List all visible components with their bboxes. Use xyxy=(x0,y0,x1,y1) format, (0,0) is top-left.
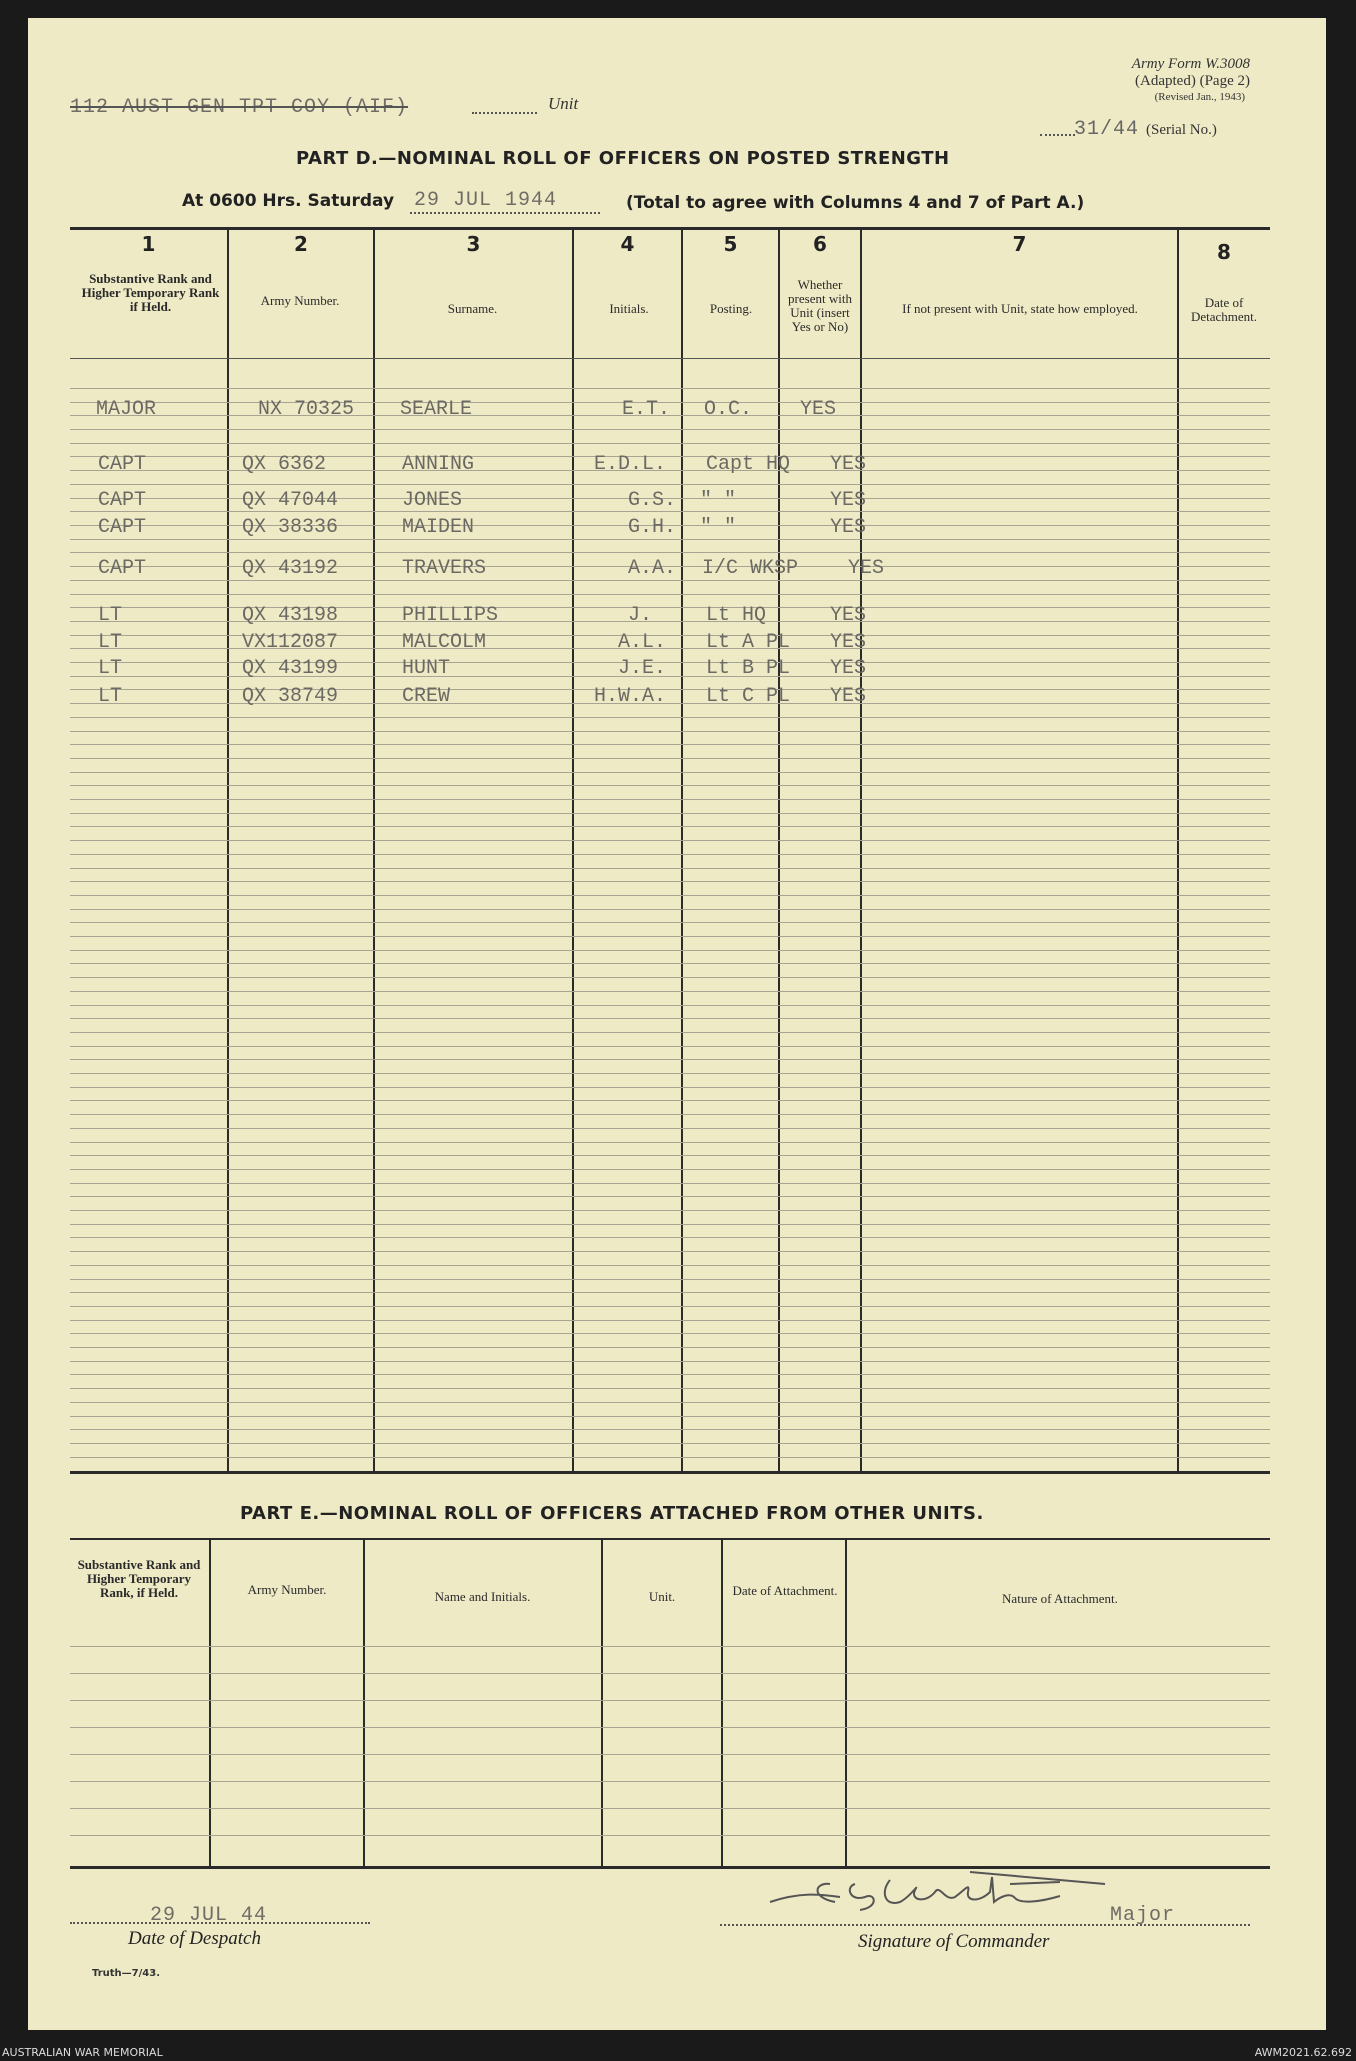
ruled-line xyxy=(70,1808,1270,1809)
despatch-date: 29 JUL 44 xyxy=(150,1904,268,1927)
unit-label: Unit xyxy=(548,94,579,113)
ruled-line xyxy=(70,1018,1270,1019)
cell-army-number: NX 70325 xyxy=(258,398,355,421)
cell-surname: JONES xyxy=(402,489,463,512)
cell-initials: A.L. xyxy=(618,631,667,654)
e-header-army-number: Army Number. xyxy=(247,1582,327,1597)
e-col-divider-5 xyxy=(845,1540,847,1868)
col-num-3: 3 xyxy=(466,232,481,256)
cell-present: YES xyxy=(830,604,867,627)
cell-surname: TRAVERS xyxy=(402,557,487,580)
ruled-line xyxy=(70,936,1270,937)
cell-army-number: QX 6362 xyxy=(242,453,327,476)
cell-surname: ANNING xyxy=(402,453,475,476)
form-paper xyxy=(28,18,1326,2030)
ruled-line xyxy=(70,1128,1270,1129)
cell-initials: A.A. xyxy=(628,557,677,580)
ruled-line xyxy=(70,1429,1270,1430)
cell-rank: CAPT xyxy=(98,516,147,539)
ruled-line xyxy=(70,717,1270,718)
col-divider-5 xyxy=(778,230,780,1471)
cell-rank: CAPT xyxy=(98,453,147,476)
ruled-line xyxy=(70,731,1270,732)
ruled-line xyxy=(70,1333,1270,1334)
ruled-line xyxy=(70,1402,1270,1403)
ruled-line xyxy=(70,1754,1270,1755)
ruled-line xyxy=(70,1443,1270,1444)
ruled-line xyxy=(70,443,1270,444)
col-header-initials: Initials. xyxy=(609,301,649,316)
e-col-divider-2 xyxy=(363,1540,365,1868)
ruled-line xyxy=(70,772,1270,773)
form-revised: (Revised Jan., 1943) xyxy=(1154,91,1245,103)
ruled-line xyxy=(70,826,1270,827)
total-note: (Total to agree with Columns 4 and 7 of Part A.) xyxy=(626,193,1085,213)
header-rule xyxy=(70,358,1270,359)
e-header-nature: Nature of Attachment. xyxy=(1002,1591,1118,1606)
cell-rank: LT xyxy=(98,657,123,680)
cell-initials: G.H. xyxy=(628,516,677,539)
cell-posting: Lt A PL xyxy=(706,631,791,654)
col-header-employment: If not present with Unit, state how employed. xyxy=(902,301,1138,316)
ruled-line xyxy=(70,1100,1270,1101)
ruled-line xyxy=(70,758,1270,759)
e-col-divider-3 xyxy=(601,1540,603,1868)
ruled-line xyxy=(70,484,1270,485)
part-e-top-rule xyxy=(70,1538,1270,1540)
ruled-line xyxy=(70,854,1270,855)
cell-posting: Lt C PL xyxy=(706,685,791,708)
cell-surname: PHILLIPS xyxy=(402,604,499,627)
ruled-line xyxy=(70,813,1270,814)
form-id: Army Form W.3008 xyxy=(1131,56,1250,72)
ruled-line xyxy=(70,1416,1270,1417)
col-header-army-number: Army Number. xyxy=(260,293,340,308)
ruled-line xyxy=(70,909,1270,910)
cell-initials: H.W.A. xyxy=(594,685,667,708)
col-num-8: 8 xyxy=(1217,240,1231,264)
e-header-name: Name and Initials. xyxy=(434,1589,531,1604)
ruled-line xyxy=(70,1005,1270,1006)
col-num-6: 6 xyxy=(813,232,827,256)
cell-initials: E.D.L. xyxy=(594,453,667,476)
cell-present: YES xyxy=(830,489,867,512)
col-num-5: 5 xyxy=(723,232,738,256)
ruled-line xyxy=(70,1114,1270,1115)
ruled-line xyxy=(70,922,1270,923)
part-d-bottom-rule xyxy=(70,1471,1270,1474)
cell-surname: MAIDEN xyxy=(402,516,475,539)
ruled-line xyxy=(70,1046,1270,1047)
footer-right: AWM2021.62.692 xyxy=(1254,2046,1352,2059)
col-header-surname: Surname. xyxy=(447,301,498,316)
cell-surname: CREW xyxy=(402,685,451,708)
cell-present: YES xyxy=(830,685,867,708)
form-adapted: (Adapted) (Page 2) xyxy=(1135,73,1250,89)
ruled-line xyxy=(70,895,1270,896)
ruled-line xyxy=(70,1320,1270,1321)
cell-initials: J.E. xyxy=(618,657,667,680)
ruled-line xyxy=(70,1457,1270,1458)
cell-rank: CAPT xyxy=(98,557,147,580)
ruled-line xyxy=(70,799,1270,800)
ruled-line xyxy=(70,1251,1270,1252)
e-header-rank: Substantive Rank and Higher Temporary Rank, if Held. xyxy=(77,1557,201,1600)
col-num-2: 2 xyxy=(294,232,308,256)
col-divider-2 xyxy=(373,230,375,1471)
col-num-4: 4 xyxy=(620,232,635,256)
cell-army-number: QX 43192 xyxy=(242,557,339,580)
ruled-line xyxy=(70,1059,1270,1060)
ruled-line xyxy=(70,1169,1270,1170)
serial-dots xyxy=(1040,134,1075,136)
cell-initials: J. xyxy=(628,604,653,627)
despatch-label: Date of Despatch xyxy=(128,1928,261,1949)
signature xyxy=(760,1862,1120,1922)
part-d-title: PART D.—NOMINAL ROLL OF OFFICERS ON POSTED STRENGTH xyxy=(296,148,950,169)
col-header-present: Whether present with Unit (insert Yes or No) xyxy=(788,277,852,334)
col-divider-4 xyxy=(681,230,683,1471)
cell-army-number: QX 38336 xyxy=(242,516,339,539)
ruled-line xyxy=(70,1155,1270,1156)
cell-posting: Lt HQ xyxy=(706,604,767,627)
ruled-line xyxy=(70,1388,1270,1389)
ruled-line xyxy=(70,580,1270,581)
ruled-line xyxy=(70,1646,1270,1647)
cell-rank: CAPT xyxy=(98,489,147,512)
ruled-line xyxy=(70,1673,1270,1674)
cell-rank: LT xyxy=(98,604,123,627)
cell-posting: " " xyxy=(700,489,737,512)
ruled-line xyxy=(70,1781,1270,1782)
col-divider-6 xyxy=(860,230,862,1471)
col-header-rank: Substantive Rank and Higher Temporary Rank if Held. xyxy=(81,271,220,314)
cell-initials: G.S. xyxy=(628,489,677,512)
col-num-1: 1 xyxy=(141,232,156,256)
ruled-line xyxy=(70,539,1270,540)
date-dots xyxy=(410,212,600,214)
ruled-line xyxy=(70,1196,1270,1197)
cell-army-number: QX 47044 xyxy=(242,489,339,512)
at-label: At 0600 Hrs. Saturday xyxy=(182,191,395,211)
ruled-line xyxy=(70,1237,1270,1238)
ruled-line xyxy=(70,1835,1270,1836)
cell-present: YES xyxy=(830,453,867,476)
cell-posting: I/C WKSP xyxy=(702,557,799,580)
e-col-divider-1 xyxy=(209,1540,211,1868)
ruled-line xyxy=(70,1142,1270,1143)
ruled-line xyxy=(70,744,1270,745)
cell-present: YES xyxy=(848,557,885,580)
cell-rank: LT xyxy=(98,631,123,654)
col-num-7: 7 xyxy=(1012,232,1027,256)
serial-value: 31/44 xyxy=(1074,118,1140,141)
printer-mark: Truth—7/43. xyxy=(92,1968,160,1979)
ruled-line xyxy=(70,1347,1270,1348)
serial-label: (Serial No.) xyxy=(1146,122,1217,138)
cell-surname: SEARLE xyxy=(400,398,473,421)
ruled-line xyxy=(70,868,1270,869)
cell-rank: MAJOR xyxy=(96,398,157,421)
ruled-line xyxy=(70,1210,1270,1211)
ruled-line xyxy=(70,388,1270,389)
cell-rank: LT xyxy=(98,685,123,708)
unit-value: 112 AUST GEN TPT COY (AIF) xyxy=(70,96,409,119)
ruled-line xyxy=(70,785,1270,786)
unit-dots xyxy=(472,112,537,114)
ruled-line xyxy=(70,429,1270,430)
cell-surname: MALCOLM xyxy=(402,631,487,654)
ruled-line xyxy=(70,950,1270,951)
ruled-line xyxy=(70,1361,1270,1362)
ruled-line xyxy=(70,552,1270,553)
ruled-line xyxy=(70,1073,1270,1074)
cell-posting: O.C. xyxy=(704,398,753,421)
cell-present: YES xyxy=(830,516,867,539)
commander-rank: Major xyxy=(1110,1904,1176,1927)
col-header-posting: Posting. xyxy=(709,301,753,316)
col-divider-7 xyxy=(1177,230,1179,1471)
signature-label: Signature of Commander xyxy=(858,1931,1050,1952)
report-date: 29 JUL 1944 xyxy=(414,189,558,212)
cell-posting: " " xyxy=(700,516,737,539)
ruled-line xyxy=(70,1032,1270,1033)
cell-army-number: QX 43198 xyxy=(242,604,339,627)
footer-left: AUSTRALIAN WAR MEMORIAL xyxy=(2,2046,163,2059)
ruled-line xyxy=(70,1727,1270,1728)
cell-surname: HUNT xyxy=(402,657,451,680)
ruled-line xyxy=(70,1224,1270,1225)
ruled-line xyxy=(70,1292,1270,1293)
ruled-line xyxy=(70,1700,1270,1701)
ruled-line xyxy=(70,1087,1270,1088)
ruled-line xyxy=(70,1374,1270,1375)
ruled-line xyxy=(70,594,1270,595)
e-header-unit: Unit. xyxy=(648,1589,676,1604)
cell-present: YES xyxy=(800,398,837,421)
col-header-detachment: Date of Detachment. xyxy=(1190,295,1258,324)
col-divider-1 xyxy=(227,230,229,1471)
cell-posting: Capt HQ xyxy=(706,453,791,476)
signature-icon xyxy=(760,1862,1120,1922)
cell-army-number: QX 43199 xyxy=(242,657,339,680)
cell-present: YES xyxy=(830,631,867,654)
ruled-line xyxy=(70,1183,1270,1184)
cell-present: YES xyxy=(830,657,867,680)
part-e-title: PART E.—NOMINAL ROLL OF OFFICERS ATTACHED FROM OTHER UNITS. xyxy=(240,1503,984,1524)
cell-posting: Lt B PL xyxy=(706,657,791,680)
cell-army-number: VX112087 xyxy=(242,631,339,654)
ruled-line xyxy=(70,977,1270,978)
cell-army-number: QX 38749 xyxy=(242,685,339,708)
ruled-line xyxy=(70,963,1270,964)
ruled-line xyxy=(70,840,1270,841)
e-col-divider-4 xyxy=(721,1540,723,1868)
ruled-line xyxy=(70,991,1270,992)
ruled-line xyxy=(70,1306,1270,1307)
ruled-line xyxy=(70,881,1270,882)
ruled-line xyxy=(70,1265,1270,1266)
ruled-line xyxy=(70,1279,1270,1280)
e-header-attachment-date: Date of Attachment. xyxy=(732,1583,838,1598)
part-d-top-rule xyxy=(70,227,1270,230)
col-divider-3 xyxy=(572,230,574,1471)
cell-initials: E.T. xyxy=(622,398,671,421)
